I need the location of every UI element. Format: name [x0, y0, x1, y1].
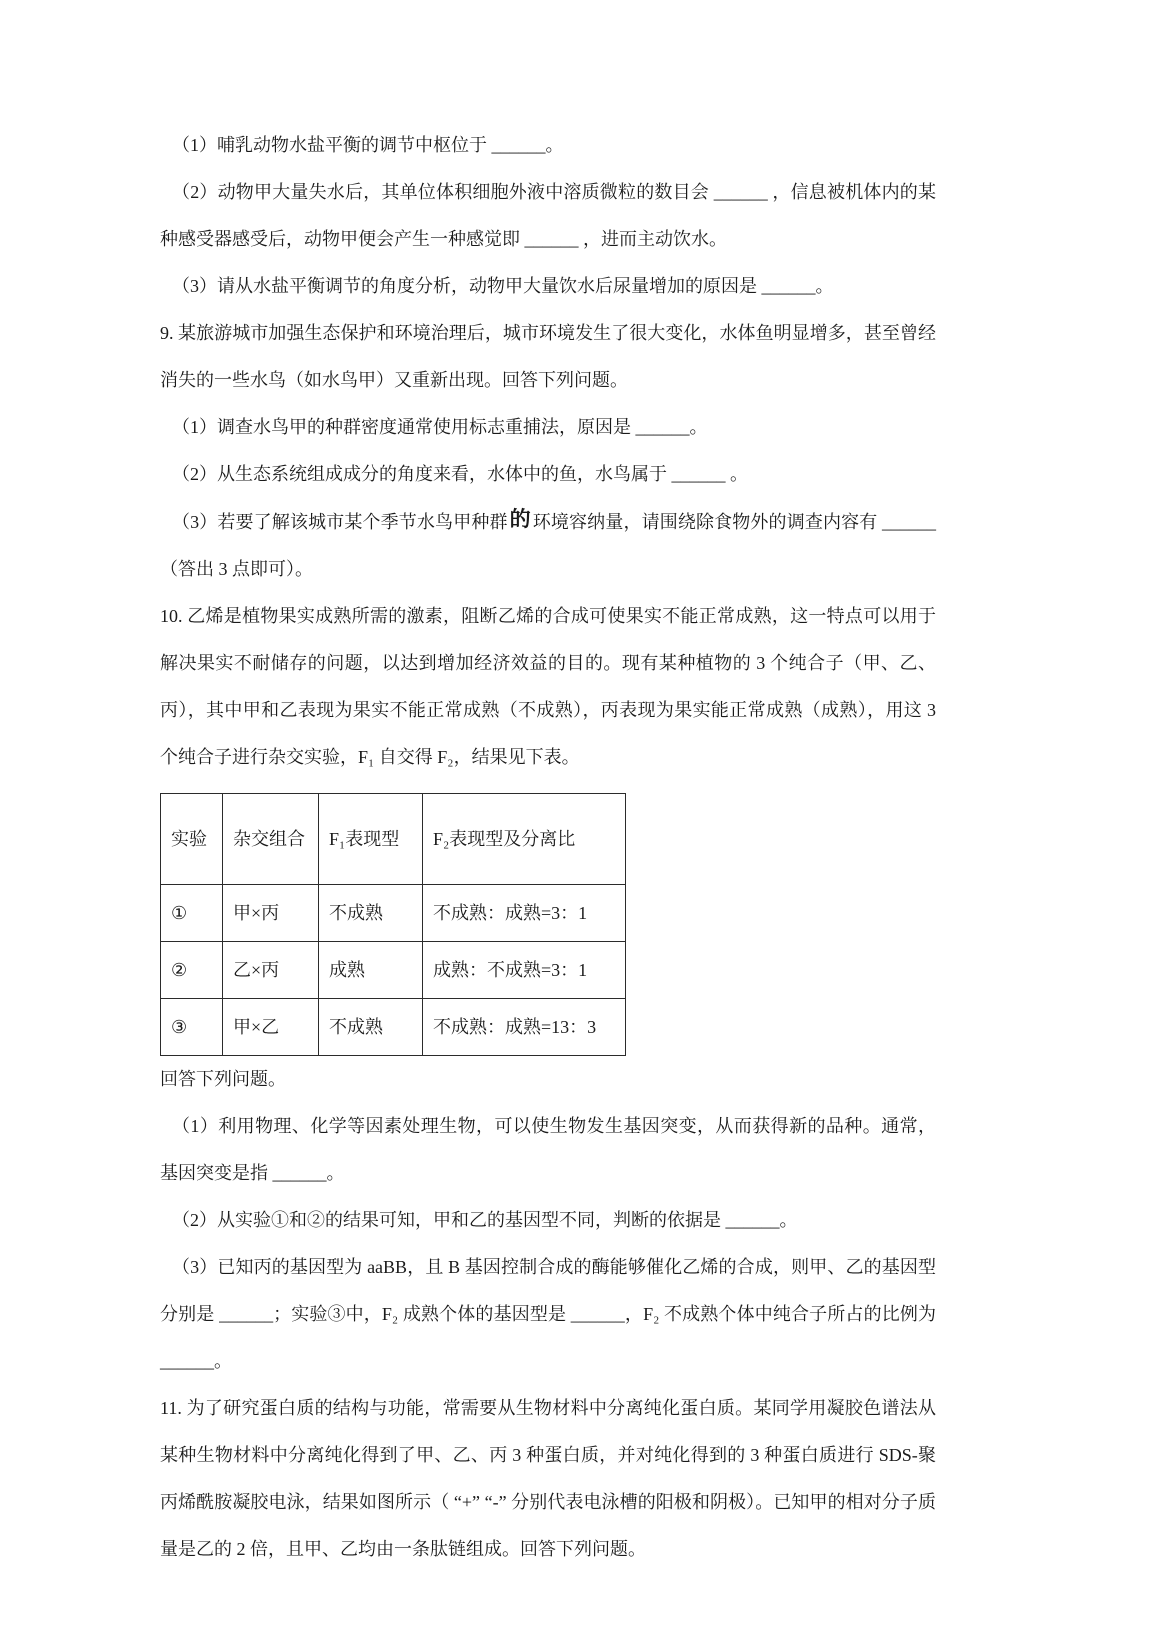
- question-8-part-2: （2）动物甲大量失水后，其单位体积细胞外液中溶质微粒的数目会 ______ ，信息被机体内的某种感受器感受后，动物甲便会产生一种感觉即 ______ ，进而主动饮水。: [160, 182, 936, 249]
- table-cell-f1-2: 成熟: [319, 942, 423, 999]
- question-8-part-3: （3）请从水盐平衡调节的角度分析，动物甲大量饮水后尿量增加的原因是 ______。: [172, 276, 834, 296]
- table-cell-f1-1: 不成熟: [319, 885, 423, 942]
- question-9-part-3-after: 环境容纳量，请围绕除食物外的调查内容有 ______（答出 3 点即可）。: [160, 512, 937, 579]
- table-header-f1: F₁表现型: [319, 794, 423, 885]
- table-cell-exp-2: ②: [161, 942, 223, 999]
- table-header-cross: 杂交组合: [223, 794, 319, 885]
- table-cell-f2-1: 不成熟：成熟=3：1: [423, 885, 626, 942]
- table-row: [161, 942, 626, 999]
- question-10-after-table: 回答下列问题。: [160, 1069, 286, 1089]
- table-cell-cross-1: 甲×丙: [223, 885, 319, 942]
- table-header-f2: F₂表现型及分离比: [423, 794, 626, 885]
- table-cell-exp-1: ①: [161, 885, 223, 942]
- table-cell-f1-3: 不成熟: [319, 999, 423, 1056]
- question-10-part-3: （3）已知丙的基因型为 aaBB，且 B 基因控制合成的酶能够催化乙烯的合成，则甲、乙的基因型分别是 ______；实验③中，F₂ 成熟个体的基因型是 ______，F₂ 不成熟个体中纯合子所占的比例为 ______。: [160, 1257, 936, 1371]
- question-9-stem: 9. 某旅游城市加强生态保护和环境治理后，城市环境发生了很大变化，水体鱼明显增多，甚至曾经消失的一些水鸟（如水鸟甲）又重新出现。回答下列问题。: [160, 323, 936, 390]
- question-9-part-3: [160, 498, 936, 593]
- table-cell-f2-3: 不成熟：成熟=13：3: [423, 999, 626, 1056]
- question-11-stem: 11. 为了研究蛋白质的结构与功能，常需要从生物材料中分离纯化蛋白质。某同学用凝胶色谱法从某种生物材料中分离纯化得到了甲、乙、丙 3 种蛋白质，并对纯化得到的 3 种蛋白质进行 SDS-聚丙烯酰胺凝胶电泳，结果如图所示（ “+” “-” 分别代表电泳槽的阳极和阴极）。已知甲的相对分子质量是乙的 2 倍，且甲、乙均由一条肽链组成。回答下列问题。: [160, 1398, 936, 1559]
- table-cell-cross-3: 甲×乙: [223, 999, 319, 1056]
- question-10-part-2: （2）从实验①和②的结果可知，甲和乙的基因型不同，判断的依据是 ______。: [172, 1210, 798, 1230]
- question-9-part-3-emphasis: 的: [509, 507, 531, 531]
- question-10-stem: 10. 乙烯是植物果实成熟所需的激素，阻断乙烯的合成可使果实不能正常成熟，这一特点可以用于解决果实不耐储存的问题，以达到增加经济效益的目的。现有某种植物的 3 个纯合子（甲、乙、丙），其中甲和乙表现为果实不能正常成熟（不成熟），丙表现为果实能正常成熟（成熟），用这 3 个纯合子进行杂交实验，F₁ 自交得 F₂，结果见下表。: [160, 606, 936, 767]
- table-header-row: [161, 794, 626, 885]
- table-cell-cross-2: 乙×丙: [223, 942, 319, 999]
- cross-experiment-table: [160, 793, 626, 1056]
- question-8-part-1: （1）哺乳动物水盐平衡的调节中枢位于 ______。: [172, 135, 564, 155]
- table-row: [161, 999, 626, 1056]
- question-9-part-3-before: （3）若要了解该城市某个季节水鸟甲种群: [172, 512, 508, 532]
- question-10-part-1: （1）利用物理、化学等因素处理生物，可以使生物发生基因突变，从而获得新的品种。通常，基因突变是指 ______。: [160, 1116, 936, 1183]
- table-header-experiment: 实验: [161, 794, 223, 885]
- table-row: [161, 885, 626, 942]
- question-9-part-1: （1）调查水鸟甲的种群密度通常使用标志重捕法，原因是 ______。: [172, 417, 708, 437]
- table-cell-exp-3: ③: [161, 999, 223, 1056]
- question-9-part-2: （2）从生态系统组成成分的角度来看，水体中的鱼，水鸟属于 ______ 。: [172, 464, 748, 484]
- table-cell-f2-2: 成熟：不成熟=3：1: [423, 942, 626, 999]
